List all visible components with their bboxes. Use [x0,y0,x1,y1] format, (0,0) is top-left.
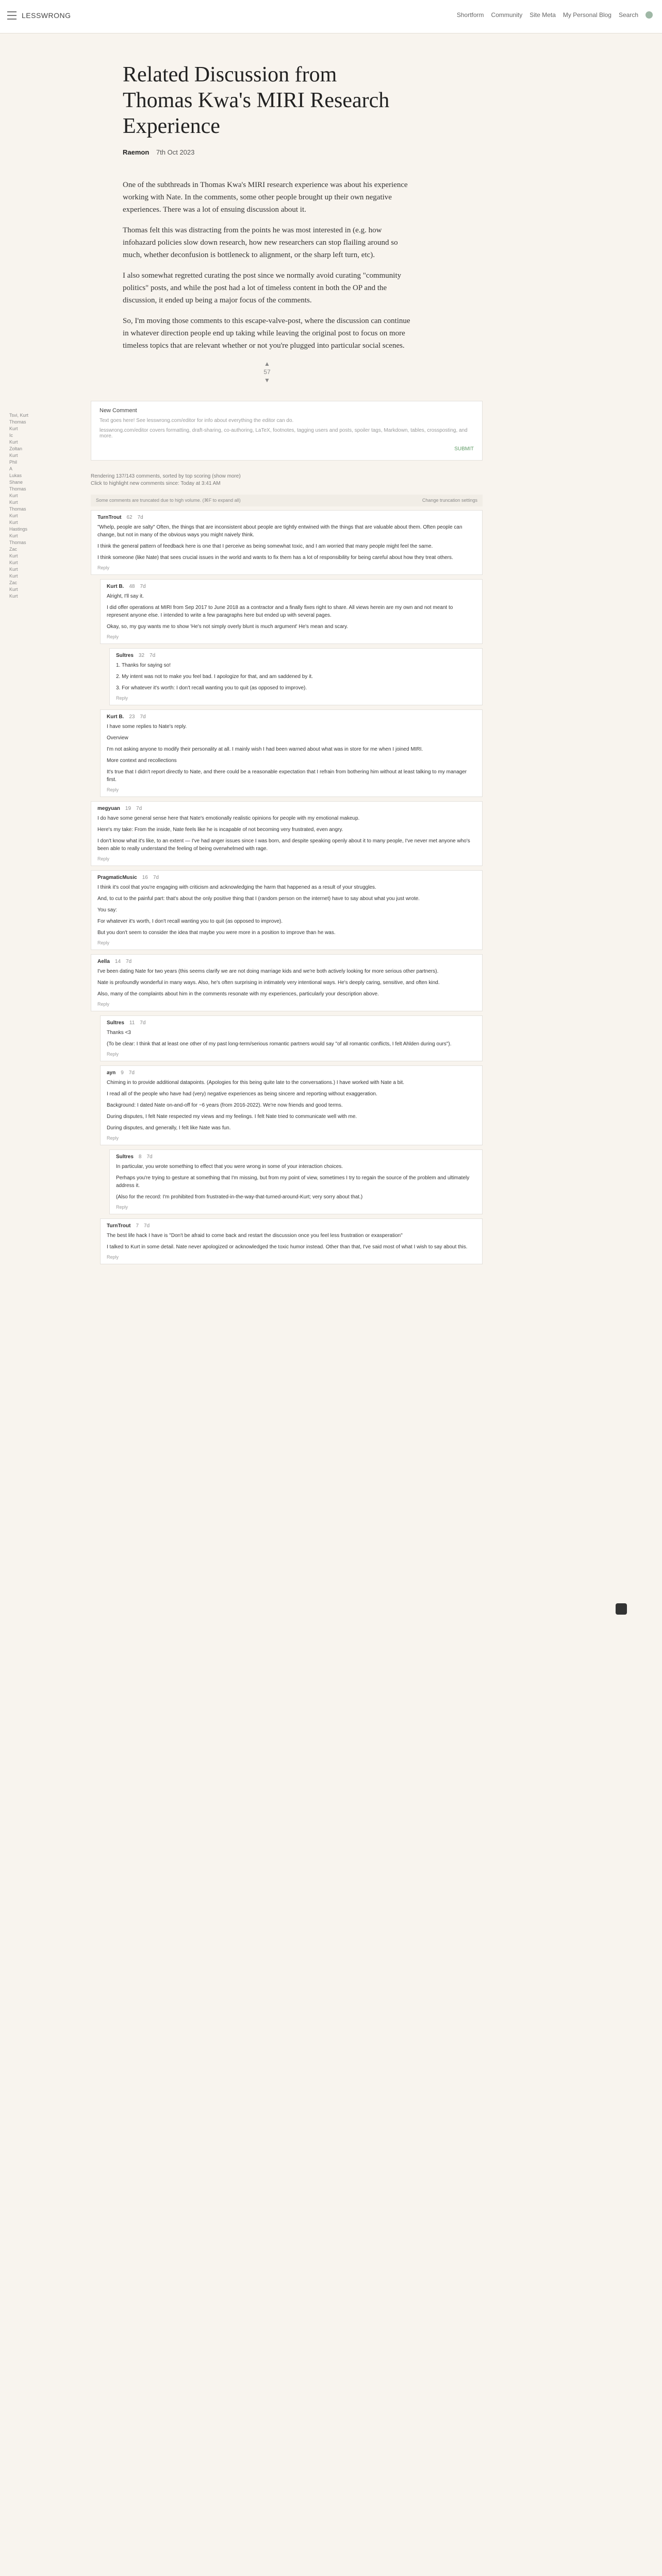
new-comment-label: New Comment [100,408,137,414]
comment-date[interactable]: 7d [150,653,156,658]
comment-body [107,592,476,631]
toc-item[interactable]: Hastings [9,527,28,532]
comment-author[interactable]: megyuan [97,806,120,811]
comment-header [97,875,476,880]
reply-button[interactable]: Reply [107,1052,119,1057]
comment-header [107,714,476,720]
comment-paragraph: Also, many of the complaints about him in the comments resonate with my experiences, particularly your description above. [97,991,379,997]
comments-list [91,510,483,1268]
upvote-icon[interactable]: ▲ [264,360,270,367]
nav-search[interactable]: Search [618,11,638,19]
toc-item[interactable]: Kurt [9,426,18,431]
comment-paragraph: Chiming in to provide additional datapoints. (Apologies for this being quite late to the conversations.) I have worked with Nate a bit. [107,1080,404,1086]
comment-score: 7 [136,1223,139,1229]
comment-header [97,806,476,811]
comment-paragraph: Perhaps you're trying to gesture at something that I'm missing, but from my point of view, sometimes I try to regain the source of the problem and ultimately address it. [116,1175,470,1189]
toc-item[interactable]: Zac [9,580,18,585]
comment-body [107,1232,476,1251]
post-author[interactable]: Raemon [123,148,150,156]
post-vote [263,360,270,384]
toc-item[interactable]: Kurt [9,560,18,565]
comment-footer [107,1136,476,1141]
comment [100,579,483,644]
comment-paragraph: I think the general pattern of feedback here is one that I perceive as being somewhat toxic, and I am worried that many people might feel the same. [97,544,433,549]
post-article [123,62,411,384]
comment-author[interactable]: ayn [107,1070,116,1076]
comment-score: 23 [129,714,135,720]
comment-paragraph: For whatever it's worth, I don't recall wanting you to quit (as opposed to improve). [97,919,283,924]
toc-item[interactable]: Tsvi, Kurt [9,413,29,418]
comment-header [116,1154,476,1160]
comment-footer [107,1255,476,1260]
reply-button[interactable]: Reply [97,1002,110,1007]
chat-icon[interactable] [616,1603,627,1615]
comment-sort-info [91,473,483,487]
comment-date[interactable]: 7d [146,1154,153,1160]
comment-paragraph: Okay, so, my guy wants me to show 'He's not simply overly blunt is much argument' He's mean and scary. [107,624,349,630]
comment-author[interactable]: Sultres [116,1154,134,1160]
comment [91,510,483,575]
user-avatar[interactable] [646,11,653,19]
comment [100,1065,483,1145]
toc-item[interactable]: Kurt [9,533,18,538]
site-brand[interactable]: LESSWRONG [22,11,71,20]
comment-date[interactable]: 7d [153,875,159,880]
toc-item[interactable]: Zoltan [9,446,23,451]
truncation-notice [91,495,483,506]
comment-input[interactable]: Text goes here! See lesswrong.com/editor for info about everything the editor can do. [100,418,294,423]
comment-footer [107,787,476,792]
post-paragraph: I also somewhat regretted curating the post since we normally avoid curating "community politics" posts, and while the post had a lot of timeless content in both the OP and the discussion, it ended up being a major focus of the comments. [123,272,402,304]
comment-footer [97,856,476,861]
toc-item[interactable]: Kurt [9,513,18,518]
reply-button[interactable]: Reply [116,696,128,701]
toc-item[interactable]: Kurt [9,453,18,458]
comment-footer [116,696,476,701]
comment-paragraph: I did offer operations at MIRI from Sep 2017 to June 2018 as a contractor and a finally fixes right to share. All views herein are my own and not meant to represent anyone else. I intended to write a few paragraphs here but ended up with several pages. [107,605,453,618]
comment-body [97,523,476,562]
comment-paragraph: You say: [97,907,117,913]
toc-item[interactable]: Lukas [9,473,22,478]
comment-header [116,653,476,658]
sort-line[interactable]: Rendering 137/143 comments, sorted by top scoring (show more) [91,473,241,479]
comment [109,1149,483,1214]
toc-item[interactable]: Thomas [9,506,26,512]
comment [100,709,483,797]
comment-paragraph: I think it's cool that you're engaging with criticism and acknowledging the harm that happened as a result of your struggles. [97,885,376,890]
comment-score: 16 [142,875,148,880]
highlight-line[interactable]: Click to highlight new comments since: Today at 3:41 AM [91,481,221,486]
reply-button[interactable]: Reply [116,1205,128,1210]
comment-header [97,515,476,520]
comment-body [97,884,476,937]
comment-date[interactable]: 7d [140,714,146,720]
new-comment-form [91,401,483,461]
comment-author[interactable]: Aella [97,959,110,964]
comment-score: 19 [125,806,131,811]
nav-shortform[interactable]: Shortform [456,11,484,19]
comment [91,954,483,1011]
comment-paragraph: I read all of the people who have had (very) negative experiences as being sincere and reporting without exaggeration. [107,1091,377,1097]
comment-date[interactable]: 7d [128,1070,135,1076]
comment-score: 11 [129,1020,135,1026]
comment-date[interactable]: 7d [140,584,146,589]
comment-body [107,1029,476,1048]
comment-paragraph: (To be clear: I think that at least one other of my past long-term/serious romantic partners would say "of all romantic conflicts, I felt Ahlden during ours"). [107,1041,452,1047]
post-score: 57 [263,368,271,376]
reply-button[interactable]: Reply [97,856,110,861]
toc-item[interactable]: Thomas [9,419,26,425]
comment-date[interactable]: 7d [136,806,142,811]
comment-paragraph: And, to cut to the painful part: that's about the only positive thing that I (random person on the internet) have to say about what you just wrote. [97,896,420,902]
post-paragraph: One of the subthreads in Thomas Kwa's MIRI research experience was about his experience working with Nate. In the comments, some other people brought up their own negative experiences. There was a lot of ensuing discussion about it. [123,181,408,214]
comment-score: 32 [138,653,145,658]
toc-item[interactable]: Phil [9,460,18,465]
comment-header [107,584,476,589]
comment [100,1218,483,1264]
comment-paragraph: During disputes, I felt Nate respected my views and my feelings. I felt Nate tried to communicate well with me. [107,1114,357,1120]
reply-button[interactable]: Reply [97,940,110,945]
comment-paragraph: 1. Thanks for saying so! [116,663,171,668]
toc-item[interactable]: Kurt [9,500,18,505]
reply-button[interactable]: Reply [107,634,119,639]
comment-paragraph: The best life hack I have is "Don't be afraid to come back and restart the discussion once you feel less frustration or exasperation" [107,1233,403,1239]
comment-date[interactable]: 7d [140,1020,146,1026]
comment-body [107,723,476,784]
post-body [123,179,411,352]
comment-author[interactable]: TurnTrout [97,515,122,520]
toc-item[interactable]: A [9,466,13,471]
comment-date[interactable]: 7d [126,959,132,964]
comment-body [97,968,476,998]
comment-paragraph: It's true that I didn't report directly to Nate, and there could be a reasonable expectation that I refrain from bothering him without at least talking to my manager first. [107,769,467,783]
comment-paragraph: "Whelp, people are salty" Often, the things that are inconsistent about people are tightly entwined with the things that are valuable about them. Often people can change, but not in many of the obvious ways you might naively think. [97,524,462,538]
nav-blog[interactable]: My Personal Blog [562,11,611,19]
comment [100,1015,483,1061]
site-header [0,0,662,33]
truncation-text: Some comments are truncated due to high volume. (⌘F to expand all) [96,498,241,503]
comment-paragraph: I do have some general sense here that Nate's emotionally realistic opinions for people with my emotional makeup. [97,816,360,821]
comment [91,801,483,866]
comment-paragraph: Overview [107,735,128,741]
toc-item[interactable]: Kurt [9,439,18,445]
toc-item[interactable]: Kurt [9,573,18,579]
reply-button[interactable]: Reply [97,565,110,570]
comment-footer [116,1205,476,1210]
comment-body [116,1163,476,1201]
comment-author[interactable]: TurnTrout [107,1223,131,1229]
comment-date[interactable]: 7d [137,515,143,520]
comment [91,870,483,950]
comment-paragraph: Thanks <3 [107,1030,131,1036]
comment-author[interactable]: PragmaticMusic [97,875,137,880]
comment-footer [107,1052,476,1057]
header-nav [457,11,653,19]
submit-button[interactable]: SUBMIT [454,446,474,452]
comment-paragraph: I don't know what it's like, to an extent — I've had anger issues since I was born, and despite speaking openly about it to many people, I've never met anyone who's been able to really understand the feeling of being overwhelmed with rage. [97,838,470,852]
comment-footer [97,1002,476,1007]
comment-paragraph: Here's my take: From the inside, Nate feels like he is incapable of not becoming very frustrated, even angry. [97,827,343,833]
toc-item[interactable]: Kurt [9,493,18,498]
truncation-settings-link[interactable]: Change truncation settings [422,498,477,503]
comment-score: 14 [114,959,121,964]
nav-community[interactable]: Community [491,11,523,19]
toc-item[interactable]: Ic [9,433,13,438]
comment-author[interactable]: Kurt B. [107,714,124,720]
reply-button[interactable]: Reply [107,787,119,792]
comment-author[interactable]: Kurt B. [107,584,124,589]
comment-body [97,815,476,853]
comment-score: 62 [126,515,133,520]
comment-score: 9 [121,1070,124,1076]
comment-paragraph: 2. My intent was not to make you feel bad. I apologize for that, and am saddened by it. [116,674,313,680]
toc-item[interactable]: Kurt [9,567,18,572]
comment-header [97,959,476,964]
comment-paragraph: But you don't seem to consider the idea that maybe you were more in a position to improve than he was. [97,930,336,936]
downvote-icon[interactable]: ▼ [264,377,270,384]
comment-paragraph: During disputes, and generally, I felt like Nate was fun. [107,1125,231,1131]
comment-date[interactable]: 7d [144,1223,150,1229]
comment-paragraph: I'm not asking anyone to modify their personality at all. I mainly wish I had been warned about what was in store for me when I joined MIRI. [107,747,423,752]
comment-paragraph: Alright, I'll say it. [107,594,144,599]
comment-paragraph: I have some replies to Nate's reply. [107,724,187,730]
post-footer [123,360,411,384]
comment-footer [107,634,476,639]
comment-paragraph: I think someone (like Nate) that sees crucial issues in the world and wants to fix them has a lot of responsibility for being careful about how they treat others. [97,555,453,561]
nav-sitemeta[interactable]: Site Meta [529,11,556,19]
toc-item[interactable]: Kurt [9,553,18,558]
post-date: 7th Oct 2023 [156,148,195,156]
comment-paragraph: I talked to Kurt in some detail. Nate never apologized or acknowledged the toxic humor instead. Other than that, I've said most of what I wish to say about this. [107,1244,468,1250]
comment [109,648,483,705]
post-paragraph: So, I'm moving those comments to this escape-valve-post, where the discussion can continue in whatever direction people end up taking while leaving the original post to focus on more timeless topics that are relevant whether or not you're plugged into particular social scenes. [123,317,410,350]
comment-header [107,1020,476,1026]
post-paragraph: Thomas felt this was distracting from the points he was most interested in (e.g. how infohazard policies slow down research, how new researchers can stop flailing around so much, whether deconfusion is bottleneck to alignment, or the sharp left turn, etc). [123,226,398,259]
toc-item[interactable]: Kurt [9,520,18,525]
comment-paragraph: I've been dating Nate for two years (this seems clarify we are not doing marriage kids and we're both actively looking for more serious other partners). [97,969,439,974]
comment-paragraph: More context and recollections [107,758,177,764]
comment-paragraph: Background: I dated Nate on-and-off for ~6 years (from 2016-2022). We're now friends and good terms. [107,1103,343,1108]
editor-hint: lesswrong.com/editor covers formatting, draft-sharing, co-authoring, LaTeX, footnotes, tagging users and posts, spoiler tags, Markdown, tables, crossposting, and more. [100,428,468,439]
comment-header [107,1223,476,1229]
toc-item[interactable]: Thomas [9,486,26,492]
post-byline [123,148,411,156]
comments-toc [9,412,81,600]
toc-item[interactable]: Kurt [9,587,18,592]
reply-button[interactable]: Reply [107,1136,119,1141]
toc-item[interactable]: Shane [9,480,23,485]
menu-icon[interactable] [7,11,16,20]
comment-paragraph: In particular, you wrote something to effect that you were wrong in some of your interaction choices. [116,1164,343,1170]
reply-button[interactable]: Reply [107,1255,119,1260]
post-title: Related Discussion from Thomas Kwa's MIRI Research Experience [123,63,390,138]
comment-body [107,1079,476,1132]
comment-score: 48 [129,584,135,589]
comment-footer [97,565,476,570]
comment-footer [97,940,476,945]
comment-body [116,662,476,692]
comment-paragraph: 3. For whatever it's worth: I don't recall wanting you to quit (as opposed to improve). [116,685,307,691]
toc-item[interactable]: Thomas [9,540,26,545]
comment-author[interactable]: Sultres [107,1020,124,1026]
comment-author[interactable]: Sultres [116,653,134,658]
comment-score: 8 [138,1154,142,1160]
toc-item[interactable]: Zac [9,547,18,552]
comment-header [107,1070,476,1076]
toc-item[interactable]: Kurt [9,594,18,599]
comment-paragraph: (Also for the record: I'm prohibited from frustrated-in-the-way-that-turned-around-Kurt; very sorry about that.) [116,1194,363,1200]
comment-paragraph: Nate is profoundly wonderful in many ways. Also, he's often surprising in intimately very intentional ways. He's deeply caring, sensitive, and often kind. [97,980,440,986]
